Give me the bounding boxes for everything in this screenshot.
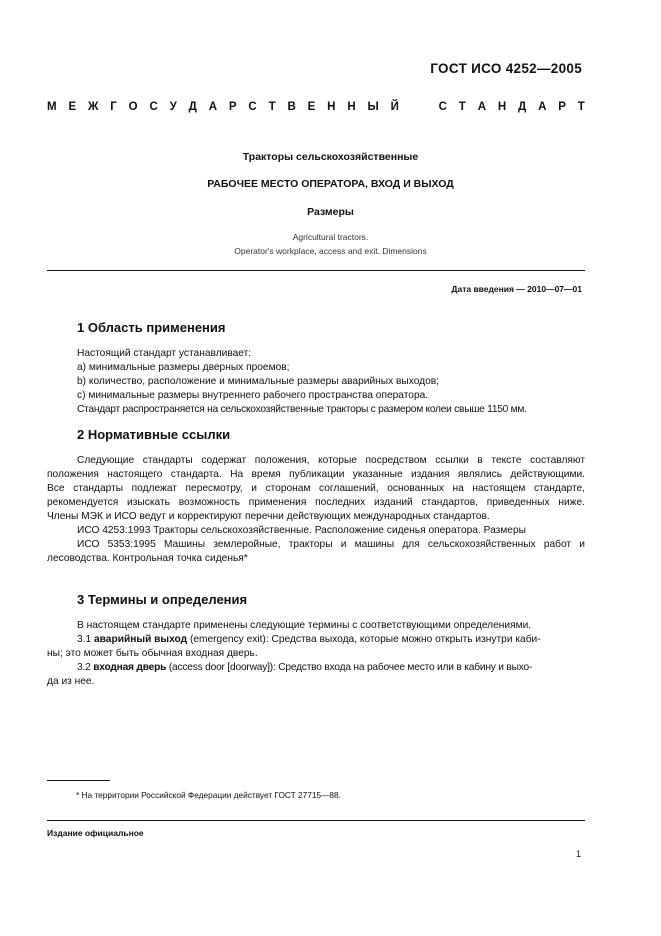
term-emergency-exit-cont: ны; это может быть обычная входная дверь.: [47, 648, 258, 659]
section2-text-line: положения настоящего стандарта. На время публикации указанные издания являлись действующими.: [47, 469, 585, 480]
section2-heading: 2 Нормативные ссылки: [77, 427, 231, 442]
section1-item-a: a) минимальные размеры дверных проемов;: [77, 362, 290, 373]
title-divider: [47, 270, 585, 271]
title-subject: Тракторы сельскохозяйственные: [242, 151, 419, 163]
footnote: * На территории Российской Федерации действует ГОСТ 27715—88.: [76, 790, 341, 800]
category-letter: С: [438, 101, 447, 113]
category-letter: Й: [390, 101, 399, 113]
category-letter: М: [47, 101, 57, 113]
english-title-line1: Agricultural tractors.: [292, 232, 369, 242]
word-gap: [411, 101, 427, 113]
term-access-door-cont: да из нее.: [47, 676, 95, 687]
category-letter: Н: [327, 101, 336, 113]
standard-category: [47, 101, 585, 113]
title-main: РАБОЧЕЕ МЕСТО ОПЕРАТОРА, ВХОД И ВЫХОД: [207, 178, 454, 190]
category-letter: Н: [347, 101, 356, 113]
section2-text-line: Члены МЭК и ИСО ведут и корректируют перечни действующих международных стандартов.: [47, 511, 490, 522]
standard-id: ГОСТ ИСО 4252—2005: [430, 61, 582, 76]
term-name: входная дверь: [93, 662, 167, 673]
category-letter: Д: [188, 101, 197, 113]
section1-item-b: b) количество, расположение и минимальные размеры аварийных выходов;: [77, 376, 440, 387]
category-letter: Д: [518, 101, 527, 113]
category-letter: Ж: [87, 101, 99, 113]
category-letter: А: [208, 101, 218, 113]
section1-closing: Стандарт распространяется на сельскохозяйственные тракторы с размером колеи свыше 1150 мм.: [77, 404, 527, 415]
page-number: 1: [576, 849, 582, 859]
section2-reference-iso5353: ИСО 5353:1995 Машины землеройные, тракторы и машины для сельскохозяйственных работ и: [77, 539, 585, 550]
section1-intro: Настоящий стандарт устанавливает:: [77, 348, 252, 359]
term-definition: (emergency exit): Средства выхода, которые можно открыть изнутри каби-: [189, 634, 541, 645]
category-letter: Т: [268, 101, 276, 113]
category-letter: Р: [558, 101, 566, 113]
section2-reference-iso5353-cont: лесоводства. Контрольная точка сиденья*: [47, 553, 248, 564]
category-letter: А: [477, 101, 486, 113]
term-access-door: [77, 661, 585, 675]
section1-item-c: c) минимальные размеры внутреннего рабочего пространства оператора.: [77, 390, 429, 401]
section2-reference-iso4253: ИСО 4253:1993 Тракторы сельскохозяйственные. Расположение сиденья оператора. Размеры: [77, 525, 526, 536]
category-letter: У: [169, 101, 177, 113]
section3-intro: В настоящем стандарте применены следующие термины с соответствующими определениями.: [77, 620, 532, 631]
category-letter: С: [248, 101, 257, 113]
effective-date: Дата введения — 2010—07—01: [451, 284, 582, 294]
category-letter: Т: [458, 101, 466, 113]
category-letter: О: [128, 101, 138, 113]
section3-heading: 3 Термины и определения: [77, 592, 248, 607]
term-name: аварийный выход: [94, 634, 188, 645]
term-number: 3.2: [77, 662, 91, 673]
category-letter: Ы: [367, 101, 379, 113]
section1-heading: 1 Область применения: [77, 320, 226, 335]
category-letter: Р: [228, 101, 237, 113]
term-definition: (access door [doorway]): Средство входа на рабочее место или в кабину и выхо-: [168, 662, 533, 673]
category-letter: С: [149, 101, 158, 113]
title-aspect: Размеры: [307, 206, 354, 218]
edition-label: Издание официальное: [47, 828, 144, 838]
category-letter: В: [287, 101, 296, 113]
section2-text-line: рекомендуется изыскать возможность применения последних изданий стандартов, приведенных ниже.: [47, 497, 585, 508]
term-emergency-exit: [77, 633, 585, 647]
category-letter: А: [538, 101, 547, 113]
category-letter: Т: [577, 101, 585, 113]
footer-divider: [47, 820, 585, 821]
category-letter: Н: [497, 101, 507, 113]
section2-text-line: Следующие стандарты содержат положения, которые посредством ссылки в тексте составляют: [77, 455, 585, 466]
category-letter: Е: [68, 101, 77, 113]
category-letter: Е: [307, 101, 316, 113]
english-title-line2: Operator's workplace, access and exit. Dimensions: [234, 246, 427, 256]
category-letter: Г: [110, 101, 117, 113]
term-number: 3.1: [77, 634, 92, 645]
section2-text-line: Все стандарты подлежат пересмотру, и сторонам соглашений, основанных на настоящем стандарте,: [47, 483, 585, 494]
footnote-divider: [47, 780, 110, 781]
